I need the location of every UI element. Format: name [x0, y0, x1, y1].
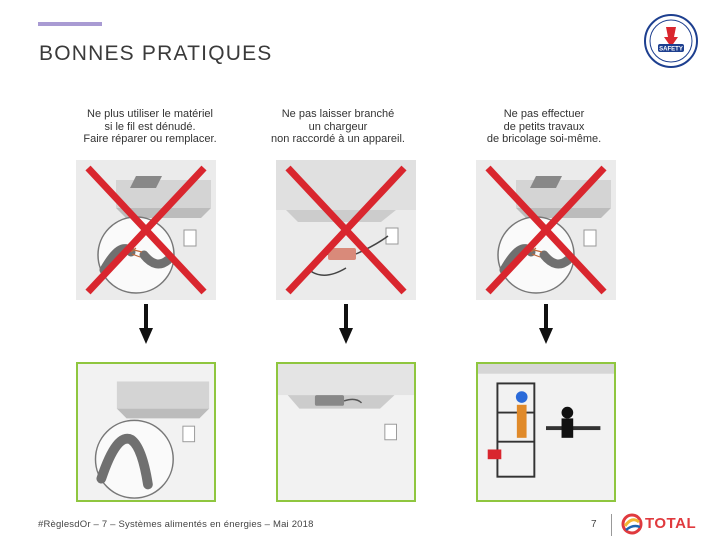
illustration-charger-unplugged-good	[276, 362, 416, 502]
page-title: BONNES PRATIQUES	[39, 42, 273, 65]
caption-column-3	[449, 108, 639, 146]
illustration-charger-left-plugged-bad	[276, 160, 416, 300]
down-arrow-icon	[139, 304, 153, 344]
caption-line: si le fil est dénudé.	[104, 120, 196, 133]
down-arrow-icon	[339, 304, 353, 344]
caption-column-2	[243, 108, 433, 146]
page-number: 7	[591, 519, 597, 530]
caption-line: de bricolage soi-même.	[486, 133, 602, 145]
golden-rules-safety-logo	[644, 14, 698, 68]
accent-bar	[38, 22, 102, 26]
caption-line: Ne pas effectuer	[503, 108, 585, 120]
footer-divider	[611, 514, 612, 536]
footer-text: #RèglesdOr – 7 – Systèmes alimentés en énergies – Mai 2018	[38, 519, 314, 530]
caption-line: Ne pas laisser branché	[281, 108, 395, 120]
caption-line: un chargeur	[308, 120, 368, 133]
down-arrow-icon	[539, 304, 553, 344]
total-brand-name: TOTAL	[645, 515, 697, 532]
safety-logo-word: SAFETY	[659, 46, 683, 53]
caption-line: de petits travaux	[503, 120, 585, 133]
illustration-damaged-wire-bad	[76, 160, 216, 300]
illustration-repaired-wire-good	[76, 362, 216, 502]
caption-column-1	[55, 108, 245, 146]
caption-line: Faire réparer ou remplacer.	[83, 133, 217, 145]
illustration-professional-electrician-good	[476, 362, 616, 502]
caption-line: non raccordé à un appareil.	[271, 133, 405, 145]
illustration-diy-repair-bad	[476, 160, 616, 300]
total-logo-icon	[621, 512, 643, 536]
caption-line: Ne plus utiliser le matériel	[87, 108, 213, 120]
